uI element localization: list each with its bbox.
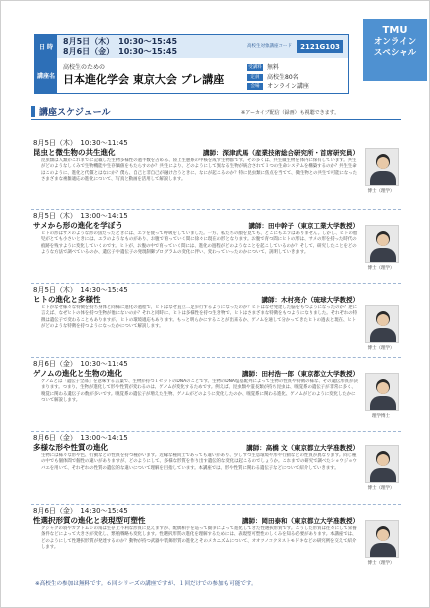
session-date: 8月5日（木） 13:00〜14:15 [33,212,128,220]
session-title: ヒトの進化と多様性 [33,295,101,304]
session-title: 多様な形や性質の進化 [33,443,108,452]
fee-key: 受講料 [248,65,262,71]
capacity-value: 高校生80名 [267,73,299,81]
lecturer-photo [365,305,399,343]
lecturer-degree: 博士（理学） [367,486,395,491]
session-date: 8月5日（木） 10:30〜11:45 [33,139,128,147]
date-label: 日 時 [35,35,57,58]
heading-bar [31,106,35,117]
session-date: 8月6日（金） 13:00〜14:15 [33,434,128,442]
archive-note: ※アーカイブ配信（録画）も視聴できます。 [241,110,340,116]
session-date: 8月6日（金） 14:30〜15:45 [33,507,128,515]
session-title: サメから形の進化を学ぼう [33,221,123,230]
course-code-label: 高校生対象講座コード [247,44,292,49]
session-title: 性選択形質の進化と表現型可塑性 [33,516,146,525]
session-date: 8月5日（木） 14:30〜15:45 [33,286,128,294]
course-code: 2121G103 [297,40,343,53]
badge-line-1: TMU [382,25,408,36]
capacity-row [247,73,309,83]
lecturer-degree: 博士（理学） [367,189,395,194]
session-2 [33,211,405,271]
footer-note: ※高校生の参加は無料です。６回シリーズの講座ですが、１回だけでの参加も可能です。 [35,581,257,587]
badge-line-2: オンライン [373,37,417,47]
schedule-heading-text: 講座スケジュール [39,108,111,118]
session-description: 昆虫類は人類がこれまでに記載した生物多様性の過半数を占める、陸上生態系の中核を成す生物群です。その多くは、共生微生物を体内に保有しています。共生がどのようなしくみで生物機能や生存価値をもたらすのか？共生により、どのようにして異なる生物が統合されて１つの生命システムを構築するのか？共生生命はこのように、進化と代償とはなにか？僕ら、自己と非自己が融け合うときに、なにが起こるのか？特に昆虫類に焦点を当てて、微生物との共生で可能になったさまざまな複雑適応の進化について、写真と動画を活用して解説します。 [41,158,358,182]
capacity-key: 定員 [247,74,263,81]
session-title: 昆虫と微生物の共生進化 [33,148,116,157]
course-pretitle: 高校生のための [63,64,106,71]
session-description: クジャクの羽やカブトムシの角は生存上不利な形質に見えますが、配偶相手を巡って闘争によって進化してきた性選択形質です。こうした形質は往々にして栄養条件などによって大きさが変化し、繁殖戦略も変化します。性選択形質の進化を理解するためには、表現型可塑性のしくみを知る必要があります。本講座では、どのようにして性選択形質が発達するのか？動物が持つ武器や装飾形質の進化とそのメカニズムについて、オオツノコクヌストモドキなどの研究例を交えて紹介します。 [41,526,357,550]
schedule-heading [31,105,401,120]
session-lecturer: 講師：田村浩一郎（東京都立大学教授） [242,370,359,378]
separator [31,431,401,432]
title-label: 講座名 [35,58,57,93]
separator [31,504,401,505]
session-1 [33,138,405,194]
lecturer-degree: 博士（理学） [367,561,395,566]
session-description: 生物には様々な形や色、行動などの性質を持つ種がいます。近縁な種同士であっても違いがあり、少しずつ生息環境や形や行動などの性質が異なります。同じ種の中でも個体間で個性の違いがありますが、どのようにして、多様な形質を作り出す遺伝的な変化は起こるのでしょうか。これまでの研究で調べたショウジョウバエを用いて、それぞれの性質の遺伝的な違いについて理解を目指しています。本講座では、形や性質に関わる遺伝子などについて紹介していきます。 [41,453,357,471]
date-line-1: 8月5日（木） 10:30〜15:45 [63,37,178,46]
lecturer-degree: 理学博士 [372,414,390,419]
session-title: ゲノムの進化と生物の進化 [33,369,122,378]
lecturer-degree: 博士（理学） [367,346,395,351]
session-date: 8月6日（金） 10:30〜11:45 [33,360,128,368]
session-3 [33,285,405,351]
lecturer-photo [365,148,399,186]
session-6 [33,506,405,566]
session-lecturer: 講師：田中幹子（東京工業大学教授） [248,222,359,230]
date-lines [63,37,177,57]
venue-value: オンライン講座 [267,83,309,90]
date-line-2: 8月6日（金） 10:30〜15:45 [63,47,178,56]
session-description: ゲノムとは「遺伝子全部」を意味する言葉で、生物が持つ１セットのDNAのことです。生物のDNA塩基配列によって生物の性質や特徴の様な、その遺伝形質が決まります。つまり、生物が進化して形や性質が変わるのは、ゲノムが変化するためです。例えば、昆虫類や霊長類が持ち昆虫は、嗅覚系の遺伝子が非常に多く、嗅覚に関わる遺伝子の数が多いです。嗅覚系の遺伝子が増えた生物、ゲノムがどのように変化したのか、嗅覚系に関わる進化、ゲノムがどのように変化したかについて解説します。 [41,379,358,403]
session-lecturer: 講師：深津武馬（産業技術総合研究所・首席研究員） [203,149,359,157]
badge-line-3: スペシャル [373,48,417,58]
lecturer-degree: 博士（理学） [367,266,395,271]
session-description: ヒトの形はサメのような形の魚だったときには、エラを使って呼吸をしていました。一方、私たちの顔を見ても、どこにもエラはありません。しかし、ヒトの胎児がとても小さいときには、エラのようなものがあり、お腹で育っていく間に徐々に現在の形となります。お腹で育つ間にヒトの形は、サメの形を持った時代の痕跡を残すように変化していくのです。ヒトが、お腹の中で育っていく間には、進化の過程がどのようなことを起こしているのか？そして、研究したことをどのような方法で調べているのか、遺伝子や遺伝子の発現制御プログラムの変化に伴い、変わっていったのかについて、説明していきます。 [41,231,358,255]
venue-key: 会場 [247,83,263,90]
session-4 [33,359,405,419]
separator [31,283,401,284]
venue-row [247,82,309,92]
separator [31,357,401,358]
lecturer-photo [365,520,399,558]
lecturer-photo [365,373,399,411]
session-description: ヒトがなぜ様々な特徴を持ち身体と同様に進化の過程で、ヒトはなぜ直立二足歩行するようになったのか？ヒトはなぜ発達した脳をもつようになったのか？逆に言えば、なぜヒトの体を持つ生物が他にないのか？それと同時に、ヒトは多様性を持つ生き物で、ヒトはさまざまな特徴をもつようになりました。それぞれの特徴は遺伝子で変わることもありますが、ヒトの環境適応もあります。もっと明らかにすることが出来るか、ゲノムを通して分かってきたヒトの過去と現在、ヒトがどのような特徴を持つようになったかについて解説します。 [41,305,358,329]
fee-row [247,63,309,73]
session-5 [33,433,405,491]
session-lecturer: 講師：岡田泰和（東京都立大学准教授） [242,517,359,525]
session-lecturer: 講師：木村亮介（琉球大学教授） [261,296,359,304]
lecturer-photo [365,445,399,483]
tmu-online-badge [363,19,427,81]
course-title: 日本進化学会 東京大会 プレ講座 [63,73,225,86]
separator [31,209,401,210]
lecturer-photo [365,225,399,263]
fee-value: 無料 [267,64,280,71]
session-lecturer: 講師：高橋 文（東京都立大学准教授） [246,444,359,452]
course-details [247,63,309,92]
course-info-box [34,34,349,94]
